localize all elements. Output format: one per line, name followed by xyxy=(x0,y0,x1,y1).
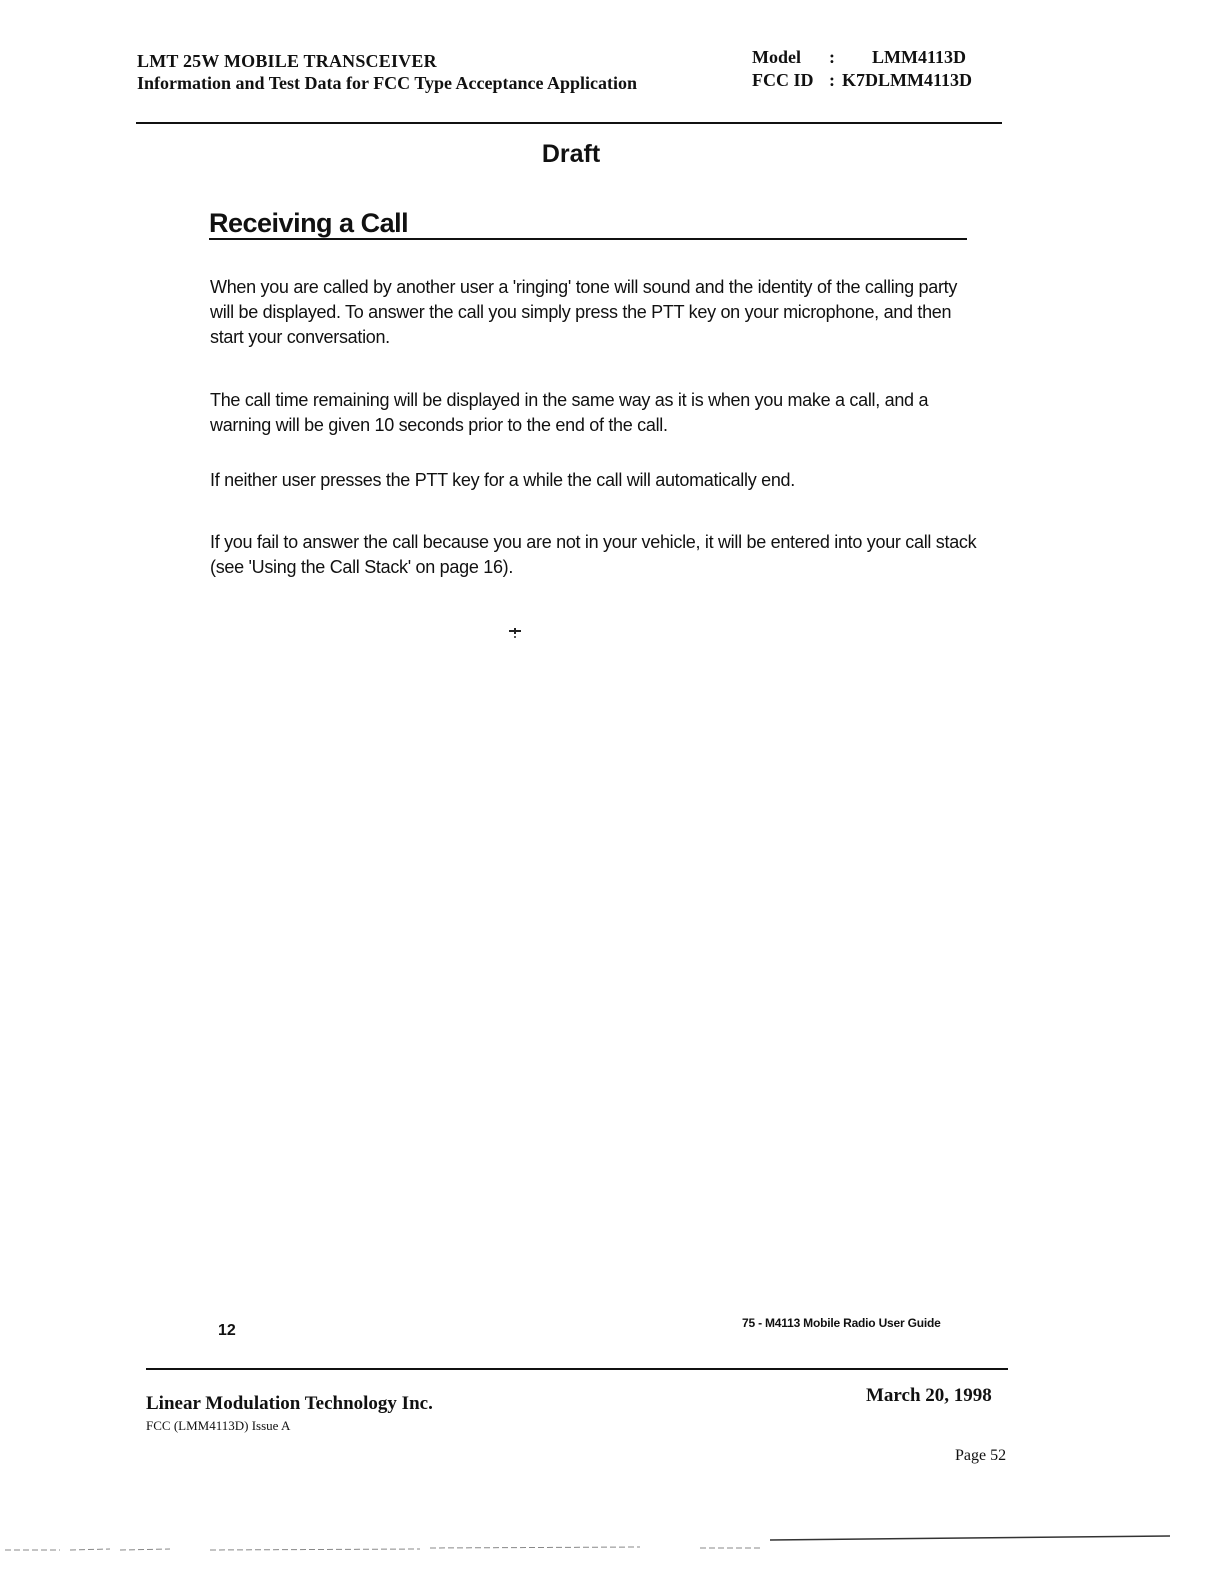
fcc-id-value: K7DLMM4113D xyxy=(842,70,972,90)
paragraph-call-stack: If you fail to answer the call because you are not in your vehicle, it will be entered into your call stack (see 'Using the Call Stack' on page 16). xyxy=(210,532,977,577)
model-label: Model xyxy=(752,47,801,67)
model-row xyxy=(752,46,972,69)
draft-label: Draft xyxy=(541,140,601,168)
document-header xyxy=(137,50,637,94)
document-page-number: Page 52 xyxy=(955,1447,1007,1464)
paragraph-auto-end: If neither user presses the PTT key for a while the call will automatically end. xyxy=(210,470,795,490)
fcc-id-label: FCC ID xyxy=(752,70,814,90)
model-value: LMM4113D xyxy=(872,47,966,67)
model-separator: : xyxy=(829,47,835,67)
scan-edge-artifact xyxy=(0,1528,1224,1558)
paragraph-call-time: The call time remaining will be displayed in the same way as it is when you make a call, and a warning will be given 10 seconds prior to the end of the call. xyxy=(210,390,929,435)
section-heading-underline xyxy=(209,238,967,240)
fcc-id-row xyxy=(752,69,972,92)
header-subtitle: Information and Test Data for FCC Type Acceptance Application xyxy=(137,73,638,93)
document-code: FCC (LMM4113D) Issue A xyxy=(146,1418,291,1433)
header-identifiers xyxy=(752,46,972,92)
scan-artifact-mark xyxy=(508,625,522,639)
header-title: LMT 25W MOBILE TRANSCEIVER xyxy=(137,51,437,71)
guide-page-number: 12 xyxy=(218,1322,236,1339)
paragraph-receiving: When you are called by another user a 'ringing' tone will sound and the identity of the calling party will be displayed. To answer the call you simply press the PTT key on your microphone, and then start your conversation. xyxy=(210,277,958,347)
company-name: Linear Modulation Technology Inc. xyxy=(146,1393,433,1414)
fcc-id-separator: : xyxy=(829,70,835,90)
header-divider xyxy=(136,122,1002,124)
footer-divider xyxy=(146,1368,1008,1370)
guide-title: 75 - M4113 Mobile Radio User Guide xyxy=(742,1316,941,1330)
document-date: March 20, 1998 xyxy=(866,1385,992,1406)
section-heading: Receiving a Call xyxy=(209,208,409,238)
